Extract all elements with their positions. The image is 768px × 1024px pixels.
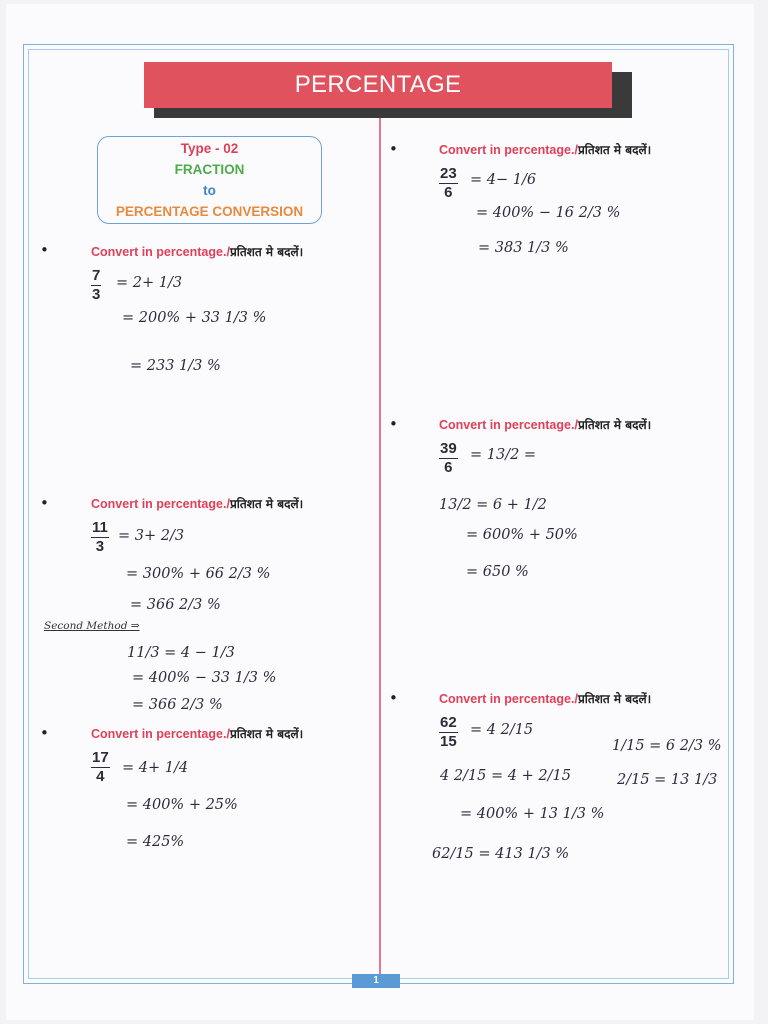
prompt-hi: प्रतिशत मे बदलें। [577,692,652,706]
work-line: = 650 % [466,564,529,580]
side-note: 1/15 = 6 2/3 % [612,738,722,754]
work-line: = 366 2/3 % [132,697,223,713]
denominator: 4 [96,768,105,785]
question-q1 [91,243,303,260]
numerator: 23 [440,165,457,182]
work-line: 4 2/15 = 4 + 2/15 [440,768,571,784]
work-line: = 400% + 13 1/3 % [460,806,605,822]
prompt-en: Convert in percentage./ [91,727,230,741]
question-q3 [91,725,303,742]
prompt-hi: प्रतिशत मे बदलें। [229,245,304,259]
column-divider [379,118,381,976]
prompt-hi: प्रतिशत मे बदलें। [229,497,304,511]
work-line: = 200% + 33 1/3 % [122,310,267,326]
bullet-q4: • [389,140,398,158]
bullet-q1: • [40,241,49,259]
prompt-en: Convert in percentage./ [439,143,578,157]
type-box [97,136,322,224]
fraction-q2 [91,519,109,556]
work-line: = 233 1/3 % [130,358,221,374]
prompt-hi: प्रतिशत मे बदलें। [229,727,304,741]
prompt-en: Convert in percentage./ [439,692,578,706]
work-line: = 2+ 1/3 [116,275,183,291]
work-line: 11/3 = 4 − 1/3 [127,645,235,661]
question-q6 [439,690,651,707]
prompt-hi: प्रतिशत मे बदलें। [577,143,652,157]
type-percentage-conversion: PERCENTAGE CONVERSION [115,204,304,219]
denominator: 6 [444,184,453,201]
work-line: = 3+ 2/3 [118,528,185,544]
work-line: 13/2 = 6 + 1/2 [439,497,547,513]
work-line: = 366 2/3 % [130,597,221,613]
second-method-label: Second Method ⇒ [44,620,140,632]
work-line: = 4 2/15 [470,722,534,738]
bullet-q2: • [40,494,49,512]
prompt-en: Convert in percentage./ [91,245,230,259]
page-number: 1 [352,974,400,988]
work-line: = 400% + 25% [126,797,238,813]
question-q2 [91,495,303,512]
numerator: 62 [440,714,457,731]
side-note: 2/15 = 13 1/3 [617,772,718,788]
denominator: 3 [95,538,105,555]
fraction-q6 [439,714,458,751]
prompt-en: Convert in percentage./ [439,418,578,432]
denominator: 6 [444,459,453,476]
prompt-hi: प्रतिशत मे बदलें। [577,418,652,432]
question-q4 [439,141,651,158]
type-fraction: FRACTION [174,162,245,177]
bullet-q6: • [389,689,398,707]
work-line: = 425% [126,834,185,850]
numerator: 17 [92,749,109,766]
denominator: 3 [92,286,101,303]
bullet-q5: • [389,415,398,433]
work-line: = 400% − 33 1/3 % [132,670,277,686]
work-line: = 383 1/3 % [478,240,569,256]
fraction-q1 [91,267,101,304]
numerator: 39 [440,440,457,457]
denominator: 15 [440,733,457,750]
fraction-q4 [439,165,458,202]
type-to: to [203,183,216,198]
work-line: = 4− 1/6 [470,172,537,188]
bullet-q3: • [40,724,49,742]
type-label: Type - 02 [180,141,239,156]
numerator: 7 [92,267,101,284]
work-line: = 13/2 = [470,447,537,463]
work-line: = 400% − 16 2/3 % [476,205,621,221]
numerator: 11 [92,519,108,536]
fraction-q3 [91,749,110,786]
work-line: = 300% + 66 2/3 % [126,566,271,582]
prompt-en: Convert in percentage./ [91,497,230,511]
work-line: = 600% + 50% [466,527,578,543]
page-title: PERCENTAGE [144,62,612,108]
work-line: = 4+ 1/4 [122,760,189,776]
work-line: 62/15 = 413 1/3 % [432,846,570,862]
fraction-q5 [439,440,458,477]
question-q5 [439,416,651,433]
